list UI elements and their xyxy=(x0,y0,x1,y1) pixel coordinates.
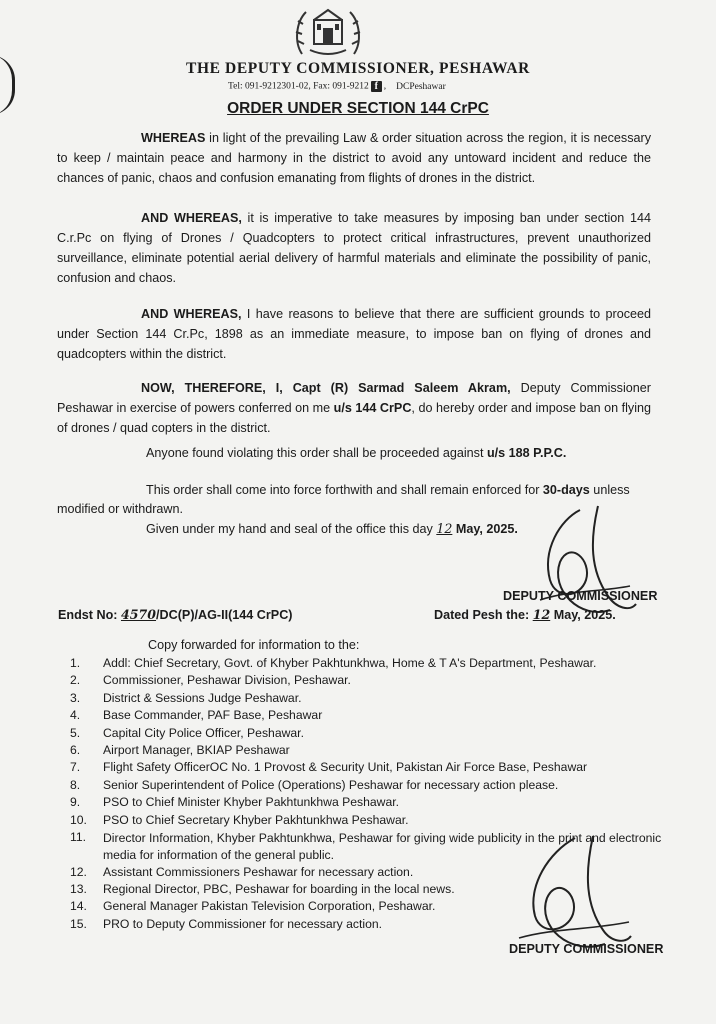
list-item-number: 5. xyxy=(70,725,81,740)
paragraph-whereas: WHEREAS in light of the prevailing Law & order situation across the region, it is necessary to keep / maintain peace and harmony in the district to avoid any untoward incident and reduce the chances of panic, chaos and confusion emanating from flights of drones in the district. xyxy=(57,131,651,185)
list-item-number: 14. xyxy=(70,899,87,914)
list-item-text: Addl: Chief Secretary, Govt. of Khyber Pakhtunkhwa, Home & T A's Department, Peshawar. xyxy=(103,656,597,670)
list-item-number: 12. xyxy=(70,864,87,879)
handwritten-day: 12 xyxy=(436,521,453,536)
copy-forwarded-intro: Copy forwarded for information to the: xyxy=(148,638,360,652)
contact-line: Tel: 091-9212301-02, Fax: 091-9212 f , DCPeshawar xyxy=(228,81,446,92)
paragraph-and-whereas-1: AND WHEREAS, it is imperative to take measures by imposing ban under section 144 C.r.Pc on flying of Drones / Quadcopters to protect critical infrastructures, prevent unauthorized surveillance, eliminate potential aerial delivery of harmful materials and eliminate the possibility of panic, confusion and chaos. xyxy=(57,211,651,285)
list-item-text: District & Sessions Judge Peshawar. xyxy=(103,690,302,705)
list-item-number: 2. xyxy=(70,673,81,688)
social-handle: DCPeshawar xyxy=(396,81,446,92)
list-item-number: 3. xyxy=(70,690,81,705)
endorsement-date: Dated Pesh the: 12 May, 2025. xyxy=(434,607,616,622)
list-item-text: Capital City Police Officer, Peshawar. xyxy=(103,725,304,740)
list-item-text: Director Information, Khyber Pakhtunkhwa, Peshawar for giving wide publicity in the print and electronic media for information of the general public. xyxy=(103,830,662,863)
list-item-number: 13. xyxy=(70,882,87,897)
list-item-text: Commissioner, Peshawar Division, Peshawar. xyxy=(103,673,351,688)
list-item-text: Flight Safety OfficerOC No. 1 Provost & Security Unit, Pakistan Air Force Base, Peshawar xyxy=(103,760,588,775)
list-item-number: 6. xyxy=(70,742,81,757)
list-item-text: PRO to Deputy Commissioner for necessary action. xyxy=(103,916,383,931)
paragraph-and-whereas-2: AND WHEREAS, I have reasons to believe that there are sufficient grounds to proceed under Section 144 Cr.Pc, 1898 as an immediate measure, to impose ban on flying of drones and quadcopters within the district. xyxy=(57,307,652,361)
list-item-number: 15. xyxy=(70,916,87,931)
list-item-text: Airport Manager, BKIAP Peshawar xyxy=(103,742,290,757)
list-item xyxy=(0,743,716,760)
signature-title-1: DEPUTY COMMISSIONER xyxy=(503,589,658,603)
signature-title-2: DEPUTY COMMISSIONER xyxy=(509,942,664,956)
list-item xyxy=(0,760,716,777)
handwritten-endst-number: 4570 xyxy=(120,607,157,622)
list-item-number: 9. xyxy=(70,795,81,810)
list-item-number: 10. xyxy=(70,812,87,827)
paragraph-now-therefore: NOW, THEREFORE, I, Capt (R) Sarmad Saleem Akram, Deputy Commissioner Peshawar in exercise of powers conferred on me u/s 144 CrPC, do hereby order and impose ban on flying of drones / quad copters in the district. xyxy=(57,381,652,435)
list-item-text: PSO to Chief Minister Khyber Pakhtunkhwa Peshawar. xyxy=(103,795,400,810)
paragraph-enforcement-cont: modified or withdrawn. xyxy=(57,502,183,516)
paragraph-enforcement: This order shall come into force forthwith and shall remain enforced for 30-days unless xyxy=(146,483,630,497)
handwritten-dated-day: 12 xyxy=(532,607,551,622)
list-item-text: Senior Superintendent of Police (Operations) Peshawar for necessary action please. xyxy=(103,777,559,792)
list-item xyxy=(0,708,716,725)
list-item-number: 11. xyxy=(70,829,87,844)
list-item-text: PSO to Chief Secretary Khyber Pakhtunkhwa Peshawar. xyxy=(103,812,409,827)
phone-fax: Tel: 091-9212301-02, Fax: 091-9212 xyxy=(228,81,369,92)
list-item-text: Assistant Commissioners Peshawar for necessary action. xyxy=(103,864,414,879)
list-item-number: 1. xyxy=(70,656,81,670)
facebook-icon: f xyxy=(371,81,382,92)
government-emblem-icon xyxy=(292,4,364,60)
list-item-number: 7. xyxy=(70,760,81,775)
list-item xyxy=(0,795,716,812)
given-under-hand: Given under my hand and seal of the office this day 12 May, 2025. xyxy=(146,521,518,536)
list-item xyxy=(0,813,716,830)
list-item-text: Regional Director, PBC, Peshawar for boarding in the local news. xyxy=(103,882,455,897)
list-item xyxy=(0,726,716,743)
list-item xyxy=(0,691,716,708)
list-item-text: General Manager Pakistan Television Corporation, Peshawar. xyxy=(103,899,436,914)
office-title: THE DEPUTY COMMISSIONER, PESHAWAR xyxy=(186,60,530,77)
list-item xyxy=(0,656,716,673)
order-title: ORDER UNDER SECTION 144 CrPC xyxy=(227,100,489,117)
list-item-text: Base Commander, PAF Base, Peshawar xyxy=(103,708,323,723)
list-item-number: 8. xyxy=(70,777,81,792)
list-item xyxy=(0,673,716,690)
endorsement-number: Endst No: 4570/DC(P)/AG-II(144 CrPC) xyxy=(58,607,293,622)
list-item-number: 4. xyxy=(70,708,81,723)
paragraph-violation: Anyone found violating this order shall be proceeded against u/s 188 P.P.C. xyxy=(146,446,567,460)
list-item xyxy=(0,778,716,795)
